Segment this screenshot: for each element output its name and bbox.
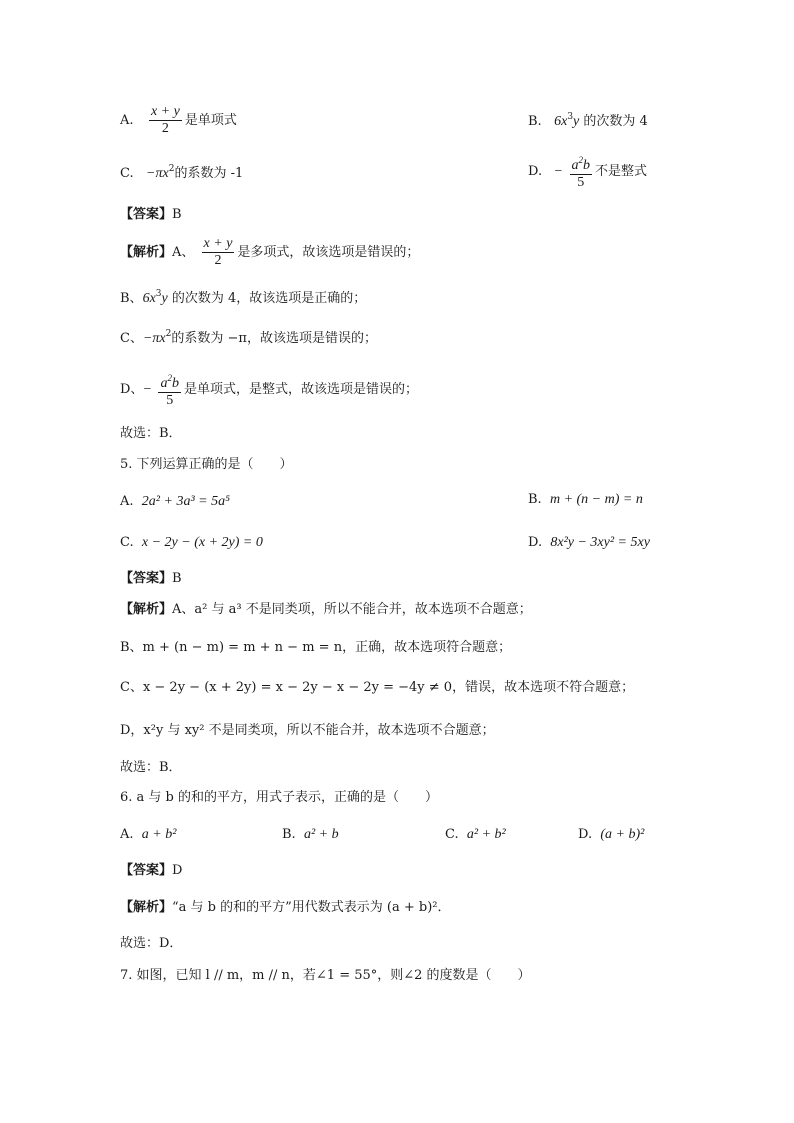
fraction: $\frac{x + y}{2}$ — [203, 236, 233, 268]
q5-option-c: C. x − 2y − (x + 2y) = 0 — [120, 535, 263, 550]
q6-option-b: B. a² + b — [282, 827, 339, 842]
q5-analysis-c: C、x − 2y − (x + 2y) = x − 2y − x − 2y = −4y ≠ 0，错误，故本选项不符合题意； — [120, 680, 635, 695]
q5-option-d: D. 8x²y − 3xy² = 5xy — [528, 535, 650, 550]
q7-title: 7. 如图，已知 l // m，m // n，若∠1 = 55°，则∠2 的度数是（ ） — [120, 968, 531, 983]
q6-option-a: A. a + b² — [120, 827, 177, 842]
q5-title: 5. 下列运算正确的是（ ） — [120, 457, 293, 472]
fraction: $\frac{a^2b}{5}$ — [158, 370, 181, 409]
q6-analysis: 【解析】“a 与 b 的和的平方”用代数式表示为 (a + b)²． — [120, 900, 451, 915]
q6-choose: 故选：D． — [120, 936, 183, 951]
q5-option-a: A. 2a² + 3a³ = 5a⁵ — [120, 494, 230, 509]
q5-analysis-a: 【解析】A、a² 与 a³ 不是同类项，所以不能合并，故本选项不合题意； — [120, 602, 532, 617]
q5-analysis-d: D，x²y 与 xy² 不是同类项，所以不能合并，故本选项不合题意； — [120, 723, 495, 738]
fraction: $\frac{x + y}{2}$ — [150, 104, 180, 136]
q4-analysis-d: D、− $\frac{a^2b}{5}$ 是单项式，是整式，故该选项是错误的； — [120, 370, 418, 409]
q4-analysis-c: C、$-\pi x^2$的系数为 −π，故该选项是错误的； — [120, 329, 377, 346]
q5-answer: 【答案】B — [120, 571, 182, 586]
q5-option-b: B. m + (n − m) = n — [528, 492, 643, 507]
q6-title: 6. a 与 b 的和的平方，用式子表示，正确的是（ ） — [120, 790, 439, 805]
q5-analysis-b: B、m + (n − m) = m + n − m = n，正确，故本选项符合题意； — [120, 640, 512, 655]
q4-option-b: B. $6x^3y$ 的次数为 4 — [528, 112, 648, 129]
q6-answer: 【答案】D — [120, 863, 183, 878]
q4-answer: 【答案】B — [120, 207, 182, 222]
q6-option-d: D. (a + b)² — [578, 827, 645, 842]
q4-analysis-a: 【解析】A、 $\frac{x + y}{2}$ 是多项式，故该选项是错误的； — [120, 236, 420, 268]
q4-option-a: A. $\frac{x + y}{2}$ 是单项式 — [120, 104, 237, 136]
fraction: $\frac{a^2b}{5}$ — [570, 152, 593, 191]
q4-option-d: D. − $\frac{a^2b}{5}$ 不是整式 — [528, 152, 647, 191]
q4-choose: 故选：B． — [120, 426, 182, 441]
q4-analysis-b: B、$6x^3y$ 的次数为 4，故该选项是正确的； — [120, 289, 367, 306]
q6-option-c: C. a² + b² — [445, 827, 506, 842]
q5-choose: 故选：B． — [120, 760, 182, 775]
q4-option-c: C. $-\pi x^2$的系数为 -1 — [120, 164, 244, 181]
